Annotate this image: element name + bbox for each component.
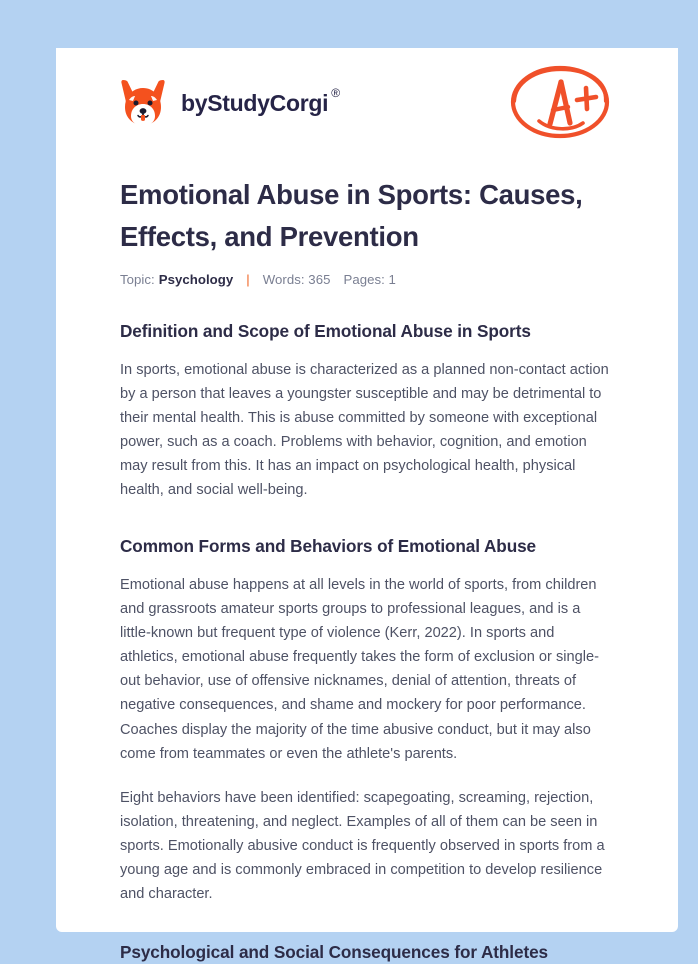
section-heading-common-forms: Common Forms and Behaviors of Emotional Abuse (120, 536, 537, 557)
section-heading-psychological-consequences: Psychological and Social Consequences for Athletes (120, 942, 548, 963)
document-header (120, 48, 614, 152)
meta-pages: Pages: 1 (343, 271, 396, 287)
section-paragraph: Emotional abuse happens at all levels in the world of sports, from children and grassroots amateur sports groups to professional leagues, and is a little-known but frequent type of violence (Kerr, 2022). In sports and athletics, emotional abuse frequently takes the form of exclusion or single-out behavior, use of offensive nicknames, denial of attention, threats of negative consequences, and shame and mockery for poor performance. Coaches display the majority of the time abusive conduct, but it may also come from teammates or even the athlete's parents. (120, 577, 599, 762)
document-sheet (56, 48, 678, 963)
brand-name: StudyCorgi (207, 89, 329, 116)
registered-trademark-icon: ® (331, 85, 340, 100)
a-plus-grade-badge-icon (506, 61, 614, 145)
brand-prefix: by (181, 89, 208, 116)
meta-words: Words: 365 (262, 271, 331, 287)
meta-separator: | (246, 271, 250, 287)
page-title: Emotional Abuse in Sports: Causes, Effects, and Prevention (120, 179, 583, 252)
brand-lockup[interactable] (120, 78, 340, 128)
section-paragraph: Eight behaviors have been identified: scapegoating, screaming, rejection, isolation, threatening, and neglect. Examples of all of them can be seen in sports. Emotionally abusive conduct is frequently observed in sports from a young age and is commonly embraced in competition to develop resilience and character. (120, 789, 605, 902)
meta-topic-value[interactable]: Psychology (158, 271, 234, 287)
brand-wordmark (181, 85, 340, 116)
section-paragraph: In sports, emotional abuse is characterized as a planned non-contact action by a person that leaves a youngster susceptible and may be detrimental to their mental health. This is abuse committed by someone with exceptional power, such as a coach. Problems with behavior, cognition, and emotion may result from this. It has an impact on psychological health, physical health, and social well-being. (120, 361, 609, 498)
meta-topic-label: Topic: (120, 271, 155, 287)
document-meta (120, 272, 614, 287)
section-heading-definition-scope: Definition and Scope of Emotional Abuse in Sports (120, 320, 531, 341)
corgi-mascot-icon (120, 78, 166, 128)
